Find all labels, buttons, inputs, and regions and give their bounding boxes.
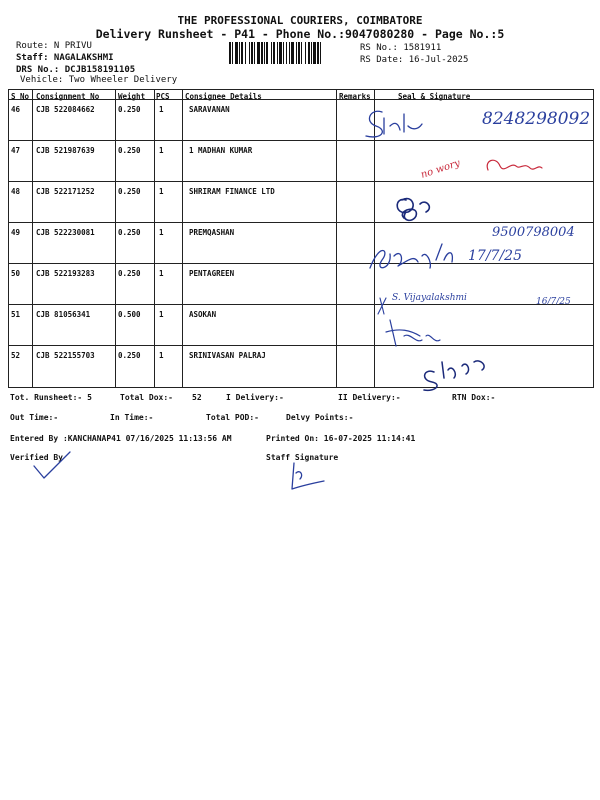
handwritten-note: no wory xyxy=(419,157,462,181)
i-delivery: I Delivery:- xyxy=(226,393,284,402)
handwritten-date: 16/7/25 xyxy=(536,297,571,307)
sno-cell: 52 xyxy=(11,351,21,360)
pcs-cell: 1 xyxy=(159,310,164,319)
consignment-cell: CJB 522084662 xyxy=(36,105,95,114)
weight-cell: 0.500 xyxy=(118,310,141,319)
drs-number: DRS No.: DCJB158191105 xyxy=(16,65,136,75)
in-time: In Time:- xyxy=(110,413,154,422)
verified-tick-mark xyxy=(30,448,80,488)
consignment-cell: CJB 522155703 xyxy=(36,351,95,360)
sno-cell: 46 xyxy=(11,105,21,114)
col-header: Consignment No xyxy=(36,92,100,101)
weight-cell: 0.250 xyxy=(118,228,141,237)
staff-signature-mark xyxy=(284,455,334,495)
out-time: Out Time:- xyxy=(10,413,59,422)
weight-cell: 0.250 xyxy=(118,269,141,278)
delvy-points: Delvy Points:- xyxy=(286,413,354,422)
handwritten-date: 17/7/25 xyxy=(468,248,522,264)
verified-by-label: Verified By xyxy=(10,453,63,462)
consignee-cell: SHRIRAM FINANCE LTD xyxy=(189,187,275,196)
vehicle-text: Vehicle: Two Wheeler Delivery xyxy=(20,75,178,85)
weight-cell: 0.250 xyxy=(118,146,141,155)
sno-cell: 51 xyxy=(11,310,21,319)
consignment-cell: CJB 522230081 xyxy=(36,228,95,237)
consignee-cell: PENTAGREEN xyxy=(189,269,235,278)
staff-signature-label: Staff Signature xyxy=(266,453,339,462)
route-text: Route: N PRIVU xyxy=(16,41,92,51)
barcode-image xyxy=(229,42,353,64)
pcs-cell: 1 xyxy=(159,187,164,196)
consignee-cell: SARAVANAN xyxy=(189,105,230,114)
sno-cell: 50 xyxy=(11,269,21,278)
consignment-cell: CJB 81056341 xyxy=(36,310,91,319)
total-pod: Total POD:- xyxy=(206,413,259,422)
ii-delivery: II Delivery:- xyxy=(338,393,401,402)
pcs-cell: 1 xyxy=(159,351,164,360)
col-header: PCS xyxy=(156,92,170,101)
tot-runsheet: Tot. Runsheet:- 5 xyxy=(10,393,92,402)
rtn-dox: RTN Dox:- xyxy=(452,393,496,402)
sno-cell: 48 xyxy=(11,187,21,196)
pcs-cell: 1 xyxy=(159,228,164,237)
weight-cell: 0.250 xyxy=(118,351,141,360)
rs-number: RS No.: 1581911 xyxy=(360,43,442,53)
consignment-cell: CJB 522171252 xyxy=(36,187,95,196)
consignee-cell: PREMQASHAN xyxy=(189,228,235,237)
col-header: Consignee Details xyxy=(185,92,262,101)
total-dox-label: Total Dox:- xyxy=(120,393,173,402)
consignee-cell: 1 MADHAN KUMAR xyxy=(189,146,253,155)
printed-on: Printed On: 16-07-2025 11:14:41 xyxy=(266,434,416,443)
weight-cell: 0.250 xyxy=(118,187,141,196)
company-title: THE PROFESSIONAL COURIERS, COIMBATORE xyxy=(177,14,423,27)
sno-cell: 49 xyxy=(11,228,21,237)
handwritten-name: S. Vijayalakshmi xyxy=(392,293,467,303)
handwritten-phone: 9500798004 xyxy=(492,225,575,240)
sno-cell: 47 xyxy=(11,146,21,155)
consignee-cell: ASOKAN xyxy=(189,310,217,319)
consignment-cell: CJB 522193283 xyxy=(36,269,95,278)
total-dox-value: 52 xyxy=(192,393,202,402)
runsheet-subtitle: Delivery Runsheet - P41 - Phone No.:9047080280 - Page No.:5 xyxy=(95,27,505,41)
handwritten-phone: 8248298092 xyxy=(482,109,591,129)
pcs-cell: 1 xyxy=(159,269,164,278)
pcs-cell: 1 xyxy=(159,146,164,155)
consignee-cell: SRINIVASAN PALRAJ xyxy=(189,351,266,360)
pcs-cell: 1 xyxy=(159,105,164,114)
entered-by: Entered By :KANCHANAP41 07/16/2025 11:13:56 AM xyxy=(10,434,232,443)
rs-date: RS Date: 16-Jul-2025 xyxy=(360,55,469,65)
consignment-cell: CJB 521987639 xyxy=(36,146,95,155)
col-header: Weight xyxy=(118,92,146,101)
col-header: Remarks xyxy=(339,92,371,101)
col-header: Seal & Signature xyxy=(398,92,471,101)
staff-text: Staff: NAGALAKSHMI xyxy=(16,53,114,63)
handwritten-signatures xyxy=(360,100,600,400)
col-header: S No xyxy=(11,92,30,101)
weight-cell: 0.250 xyxy=(118,105,141,114)
